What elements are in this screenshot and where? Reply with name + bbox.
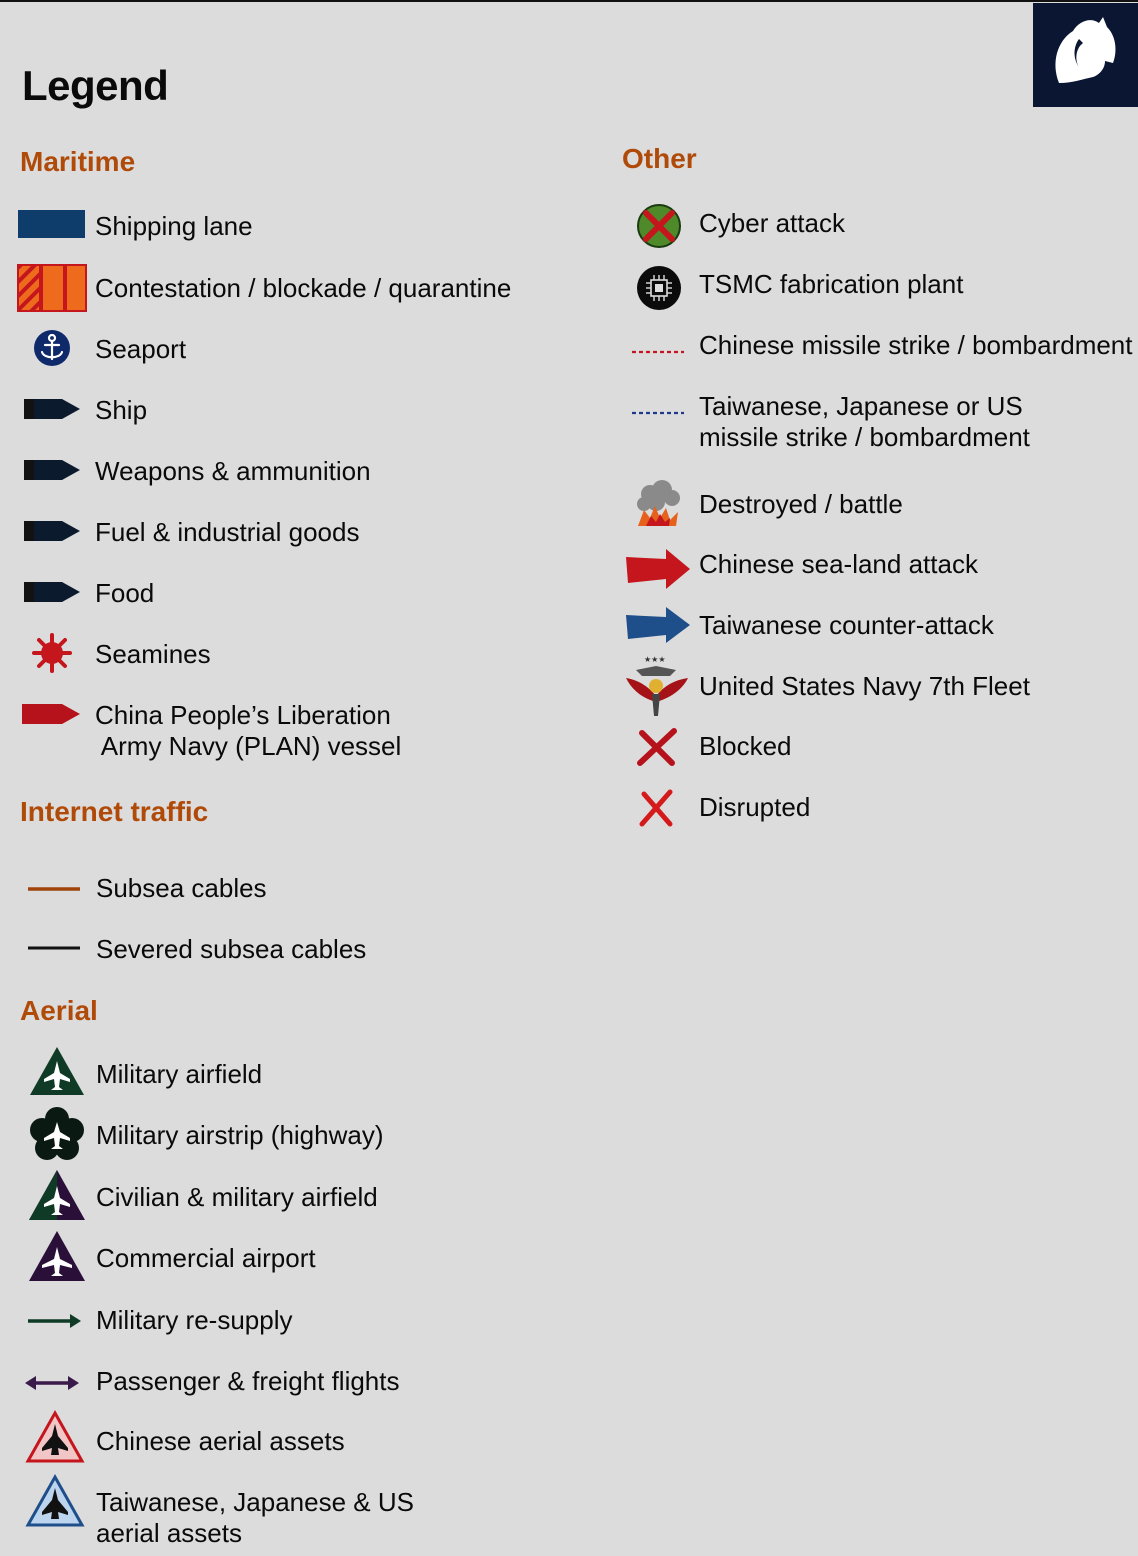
blue-dashed-line-icon bbox=[622, 387, 692, 427]
civil-military-airfield-icon bbox=[18, 1168, 88, 1222]
seventh-fleet-emblem-icon bbox=[622, 650, 692, 722]
legend-item-blockade bbox=[18, 265, 578, 305]
legend-item-military-resupply bbox=[18, 1299, 578, 1339]
legend-item-military-airstrip bbox=[18, 1106, 578, 1162]
military-airfield-icon bbox=[18, 1045, 88, 1097]
legend-item-chinese-aerial bbox=[18, 1410, 578, 1464]
plan-vessel-icon bbox=[18, 694, 88, 734]
legend-item-commercial-airport bbox=[18, 1229, 578, 1283]
svg-text:★★★: ★★★ bbox=[644, 655, 666, 664]
legend-label: Commercial airport bbox=[96, 1243, 316, 1273]
legend-item-flights bbox=[18, 1360, 578, 1400]
legend-label: Fuel & industrial goods bbox=[95, 517, 360, 547]
legend-item-taiwan-counter-attack bbox=[622, 605, 1138, 649]
blockade-swatch-icon bbox=[18, 265, 88, 305]
legend-item-shipping-lane bbox=[18, 205, 578, 245]
red-dashed-line-icon bbox=[622, 326, 692, 366]
legend-label: Chinese sea-land attack bbox=[699, 549, 978, 579]
legend-item-civil-military-airfield bbox=[18, 1168, 578, 1222]
legend-item-chinese-attack bbox=[622, 547, 1138, 591]
legend-label: Weapons & ammunition bbox=[95, 456, 371, 486]
subsea-cable-line-icon bbox=[18, 867, 88, 907]
legend-item-military-airfield bbox=[18, 1045, 578, 1097]
legend-label: Food bbox=[95, 578, 155, 608]
legend-item-blocked bbox=[622, 727, 1138, 767]
legend-item-tsmc bbox=[622, 265, 1138, 311]
legend-label: Passenger & freight flights bbox=[96, 1366, 400, 1396]
ship-icon bbox=[18, 389, 88, 429]
legend-label: Chinese aerial assets bbox=[96, 1426, 345, 1456]
legend-label: Seaport bbox=[95, 334, 187, 364]
legend-label: Cyber attack bbox=[699, 208, 845, 238]
legend-item-subsea-cables bbox=[18, 867, 578, 907]
legend-item-seventh-fleet bbox=[622, 650, 1138, 722]
chinese-jet-icon bbox=[18, 1410, 88, 1464]
top-border bbox=[0, 0, 1138, 2]
disrupted-x-icon bbox=[622, 788, 692, 828]
allied-jet-icon bbox=[18, 1474, 88, 1528]
commercial-airport-icon bbox=[18, 1229, 88, 1283]
legend-label: TSMC fabrication plant bbox=[699, 269, 964, 299]
legend-label: Civilian & military airfield bbox=[96, 1182, 378, 1212]
legend-label: Military airstrip (highway) bbox=[96, 1120, 384, 1150]
legend-label: Severed subsea cables bbox=[96, 934, 367, 964]
legend-label: Blocked bbox=[699, 731, 792, 761]
aerial-heading: Aerial bbox=[20, 995, 98, 1026]
seamine-icon bbox=[18, 633, 88, 673]
legend-item-weapons bbox=[18, 450, 578, 490]
legend-label: United States Navy 7th Fleet bbox=[699, 671, 1030, 701]
legend-item-destroyed bbox=[622, 478, 1138, 530]
legend-label: Shipping lane bbox=[95, 211, 253, 241]
legend-item-disrupted bbox=[622, 788, 1138, 828]
legend-item-fuel bbox=[18, 511, 578, 551]
legend-label: Seamines bbox=[95, 639, 211, 669]
legend-item-seaport bbox=[18, 328, 578, 368]
legend-item-allied-missile bbox=[622, 387, 1138, 457]
legend-label: Contestation / blockade / quarantine bbox=[95, 273, 512, 303]
legend-item-plan-vessel bbox=[18, 694, 578, 764]
ship-fuel-icon bbox=[18, 511, 88, 551]
brand-logo bbox=[1033, 3, 1138, 107]
legend-item-ship bbox=[18, 389, 578, 429]
legend-label: Destroyed / battle bbox=[699, 489, 903, 519]
ship-weapons-icon bbox=[18, 450, 88, 490]
shipping-lane-swatch-icon bbox=[18, 205, 88, 245]
legend-label: Chinese missile strike / bombardment bbox=[699, 330, 1133, 360]
cyber-attack-icon bbox=[622, 203, 692, 249]
double-arrow-icon bbox=[18, 1360, 88, 1400]
chip-icon bbox=[622, 265, 692, 311]
legend-label: Taiwanese, Japanese or US missile strike / bombardment bbox=[699, 391, 1030, 452]
explosion-icon bbox=[622, 478, 692, 530]
legend-label: Subsea cables bbox=[96, 873, 267, 903]
legend-label: Taiwanese counter-attack bbox=[699, 610, 994, 640]
legend-item-chinese-missile bbox=[622, 326, 1138, 366]
anchor-icon bbox=[18, 328, 88, 368]
legend-item-seamines bbox=[18, 633, 578, 673]
severed-cable-line-icon bbox=[18, 928, 88, 968]
ship-food-icon bbox=[18, 572, 88, 612]
blue-arrow-icon bbox=[622, 605, 692, 649]
legend-label: Military airfield bbox=[96, 1059, 263, 1089]
legend-item-food bbox=[18, 572, 578, 612]
blocked-x-icon bbox=[622, 727, 692, 767]
legend-label: Disrupted bbox=[699, 792, 811, 822]
legend-label: Ship bbox=[95, 395, 148, 425]
legend-item-allied-aerial bbox=[18, 1474, 578, 1554]
legend-label: Military re-supply bbox=[96, 1305, 293, 1335]
legend-item-severed-cables bbox=[18, 928, 578, 968]
other-heading: Other bbox=[622, 143, 697, 174]
resupply-arrow-icon bbox=[18, 1299, 88, 1339]
red-arrow-icon bbox=[622, 547, 692, 591]
legend-title: Legend bbox=[22, 62, 169, 109]
chess-knight-icon bbox=[1033, 3, 1138, 107]
legend-label: China People’s Liberation Army Navy (PLAN) vessel bbox=[95, 700, 402, 761]
legend-item-cyber-attack bbox=[622, 203, 1138, 249]
internet-traffic-heading: Internet traffic bbox=[20, 796, 209, 827]
airstrip-icon bbox=[18, 1106, 88, 1162]
legend-label: Taiwanese, Japanese & US aerial assets bbox=[96, 1487, 414, 1548]
maritime-heading: Maritime bbox=[20, 146, 136, 177]
